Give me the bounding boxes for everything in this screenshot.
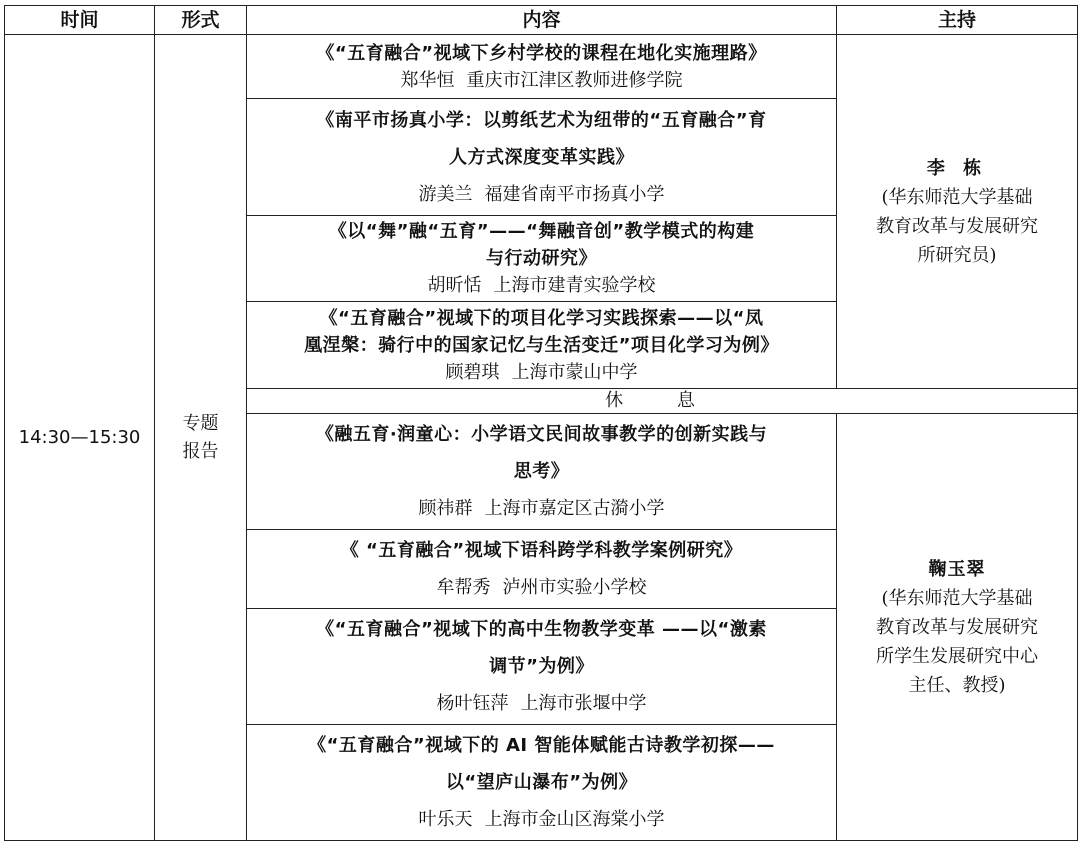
header-time: 时间 bbox=[5, 6, 155, 35]
header-content: 内容 bbox=[247, 6, 837, 35]
speaker-org: 上海市嘉定区古漪小学 bbox=[484, 498, 665, 519]
speaker-name: 叶乐天 bbox=[418, 809, 473, 830]
talk-cell bbox=[247, 35, 837, 99]
host-name: 鞠玉翠 bbox=[928, 558, 986, 580]
talk-cell bbox=[247, 609, 837, 725]
table-row bbox=[5, 35, 1078, 99]
talk-cell bbox=[247, 725, 837, 841]
talk-title: 《融五育·润童心：小学语文民间故事教学的创新实践与 bbox=[315, 424, 768, 445]
speaker-name: 牟帮秀 bbox=[436, 577, 491, 598]
header-format: 形式 bbox=[155, 6, 247, 35]
time-cell: 14:30—15:30 bbox=[5, 35, 155, 841]
speaker-name: 顾祎群 bbox=[418, 498, 473, 519]
header-row bbox=[5, 6, 1078, 35]
talk-title: 与行动研究》 bbox=[486, 248, 597, 269]
talk-speaker bbox=[257, 67, 826, 94]
talk-title: 《南平市扬真小学：以剪纸艺术为纽带的“五育融合”育 bbox=[316, 109, 767, 131]
talk-title: 《“五育融合”视域下乡村学校的课程在地化实施理路》 bbox=[316, 42, 767, 64]
talk-speaker bbox=[257, 569, 826, 606]
speaker-org: 上海市蒙山中学 bbox=[511, 361, 638, 383]
speaker-name: 杨叶钰萍 bbox=[436, 693, 509, 714]
speaker-name: 游美兰 bbox=[418, 183, 473, 205]
speaker-org: 上海市张堰中学 bbox=[520, 693, 647, 714]
speaker-name: 郑华恒 bbox=[400, 69, 455, 91]
talk-title: 凰涅槃：骑行中的国家记忆与生活变迁”项目化学习为例》 bbox=[304, 334, 779, 356]
talk-speaker bbox=[257, 272, 826, 299]
talk-title: 《 “五育融合”视域下语科跨学科教学案例研究》 bbox=[340, 540, 743, 561]
talk-speaker bbox=[257, 176, 826, 213]
talk-title: 人方式深度变革实践》 bbox=[449, 146, 634, 168]
host-desc: (华东师范大学基础 bbox=[881, 587, 1033, 609]
speaker-org: 重庆市江津区教师进修学院 bbox=[466, 69, 683, 91]
talk-title: 思考》 bbox=[513, 461, 570, 482]
talk-speaker bbox=[257, 490, 826, 527]
talk-title: 《以“舞”融“五育”——“舞融音创”教学模式的构建 bbox=[328, 221, 755, 242]
speaker-name: 顾碧琪 bbox=[445, 361, 500, 383]
talk-title: 《“五育融合”视域下的项目化学习实践探索——以“凤 bbox=[319, 307, 764, 329]
host-desc: 教育改革与发展研究 bbox=[876, 616, 1038, 638]
talk-cell bbox=[247, 530, 837, 609]
format-cell bbox=[155, 35, 247, 841]
schedule-table bbox=[4, 5, 1078, 841]
host-desc: (华东师范大学基础 bbox=[881, 186, 1033, 208]
talk-cell bbox=[247, 302, 837, 389]
host-name: 李 栋 bbox=[926, 157, 988, 179]
format-line: 报告 bbox=[182, 440, 219, 462]
talk-cell bbox=[247, 216, 837, 302]
host-desc: 所研究员) bbox=[917, 244, 997, 266]
speaker-org: 福建省南平市扬真小学 bbox=[484, 183, 665, 205]
talk-title: 《“五育融合”视域下的高中生物教学变革 ——以“激素 bbox=[316, 619, 767, 640]
talk-title: 《“五育融合”视域下的 AI 智能体赋能古诗教学初探—— bbox=[308, 735, 775, 756]
talk-title: 调节”为例》 bbox=[489, 656, 594, 677]
talk-speaker bbox=[257, 685, 826, 722]
speaker-org: 上海市金山区海棠小学 bbox=[484, 809, 665, 830]
host-cell-1 bbox=[837, 35, 1078, 389]
host-cell-2 bbox=[837, 414, 1078, 841]
host-desc: 所学生发展研究中心 bbox=[876, 645, 1038, 667]
break-cell: 休 息 bbox=[247, 389, 1078, 414]
format-line: 专题 bbox=[182, 412, 219, 434]
talk-speaker bbox=[257, 801, 826, 838]
speaker-org: 上海市建青实验学校 bbox=[493, 275, 656, 296]
talk-title: 以“望庐山瀑布”为例》 bbox=[445, 772, 638, 793]
talk-cell bbox=[247, 414, 837, 530]
talk-cell bbox=[247, 99, 837, 216]
header-host: 主持 bbox=[837, 6, 1078, 35]
host-desc: 教育改革与发展研究 bbox=[876, 215, 1038, 237]
host-desc: 主任、教授) bbox=[908, 674, 1006, 696]
speaker-org: 泸州市实验小学校 bbox=[502, 577, 647, 598]
speaker-name: 胡昕恬 bbox=[427, 275, 482, 296]
talk-speaker bbox=[257, 359, 826, 386]
